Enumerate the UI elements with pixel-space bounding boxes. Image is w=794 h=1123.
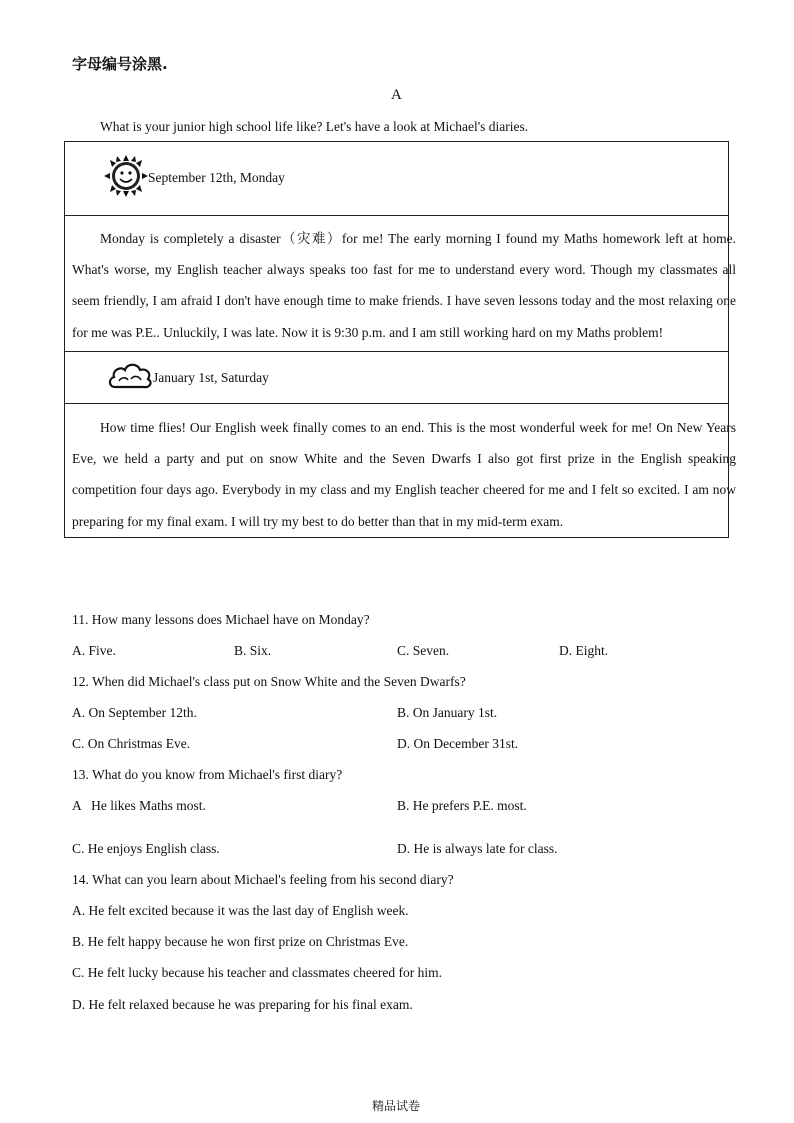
row-divider [65,215,728,216]
option-14-a: A. He felt excited because it was the last day of English week. [72,903,409,918]
page-footer: 精品试卷 [372,1099,421,1113]
option-14-b: B. He felt happy because he won first prize on Christmas Eve. [72,934,409,949]
diary-2-header [107,360,269,396]
diary-2-body [72,412,736,537]
option-11-d: D. Eight. [559,643,609,658]
cloud-icon [107,361,153,395]
option-11-c: C. Seven. [397,643,450,658]
option-13-d: D. He is always late for class. [397,841,558,856]
option-12-c: C. On Christmas Eve. [72,736,191,751]
instruction-text: 字母编号涂黑. [72,55,168,73]
option-14-c: C. He felt lucky because his teacher and classmates cheered for him. [72,965,442,980]
option-13-a: A He likes Maths most. [72,798,206,813]
diary-2-date: January 1st, Saturday [153,370,269,385]
row-divider [65,351,728,352]
option-13-c: C. He enjoys English class. [72,841,220,856]
diary-2-text: How time flies! Our English week finally comes to an end. This is the most wonderful week for me! On New Years Eve, we held a party and put on snow White and the Seven Dwarfs I also got first prize in the English speaking competition four days ago. Everybody in my class and my English teacher cheered for me and I felt so excited. I am now preparing for my final exam. I will try my best to do better than that in my mid-term exam. [72,420,736,529]
question-12: 12. When did Michael's class put on Snow White and the Seven Dwarfs? [72,674,466,689]
option-12-a: A. On September 12th. [72,705,197,720]
section-letter: A [391,87,402,103]
option-11-a: A. Five. [72,643,116,658]
question-14: 14. What can you learn about Michael's feeling from his second diary? [72,872,454,887]
option-11-b: B. Six. [234,643,272,658]
sun-icon [104,155,148,201]
diary-1-text: Monday is completely a disaster（灾难）for me! The early morning I found my Maths homework left at home. What's worse, my English teacher always speaks too fast for me to understand every word. Though my classmates all seem friendly, I am afraid I don't have enough time to make friends. I have seven lessons today and the most relaxing one for me was P.E.. Unluckily, I was late. Now it is 9:30 p.m. and I am still working hard on my Maths problem! [72,231,736,340]
diary-1-body [72,223,736,348]
question-13: 13. What do you know from Michael's first diary? [72,767,343,782]
option-12-d: D. On December 31st. [397,736,519,751]
option-13-b: B. He prefers P.E. most. [397,798,527,813]
passage-intro: What is your junior high school life like? Let's have a look at Michael's diaries. [100,119,529,134]
diary-1-header [104,157,285,199]
option-14-d: D. He felt relaxed because he was preparing for his final exam. [72,997,413,1012]
option-12-b: B. On January 1st. [397,705,498,720]
row-divider [65,403,728,404]
diary-table [64,141,736,538]
diary-1-date: September 12th, Monday [148,170,285,185]
question-11: 11. How many lessons does Michael have on Monday? [72,612,370,627]
